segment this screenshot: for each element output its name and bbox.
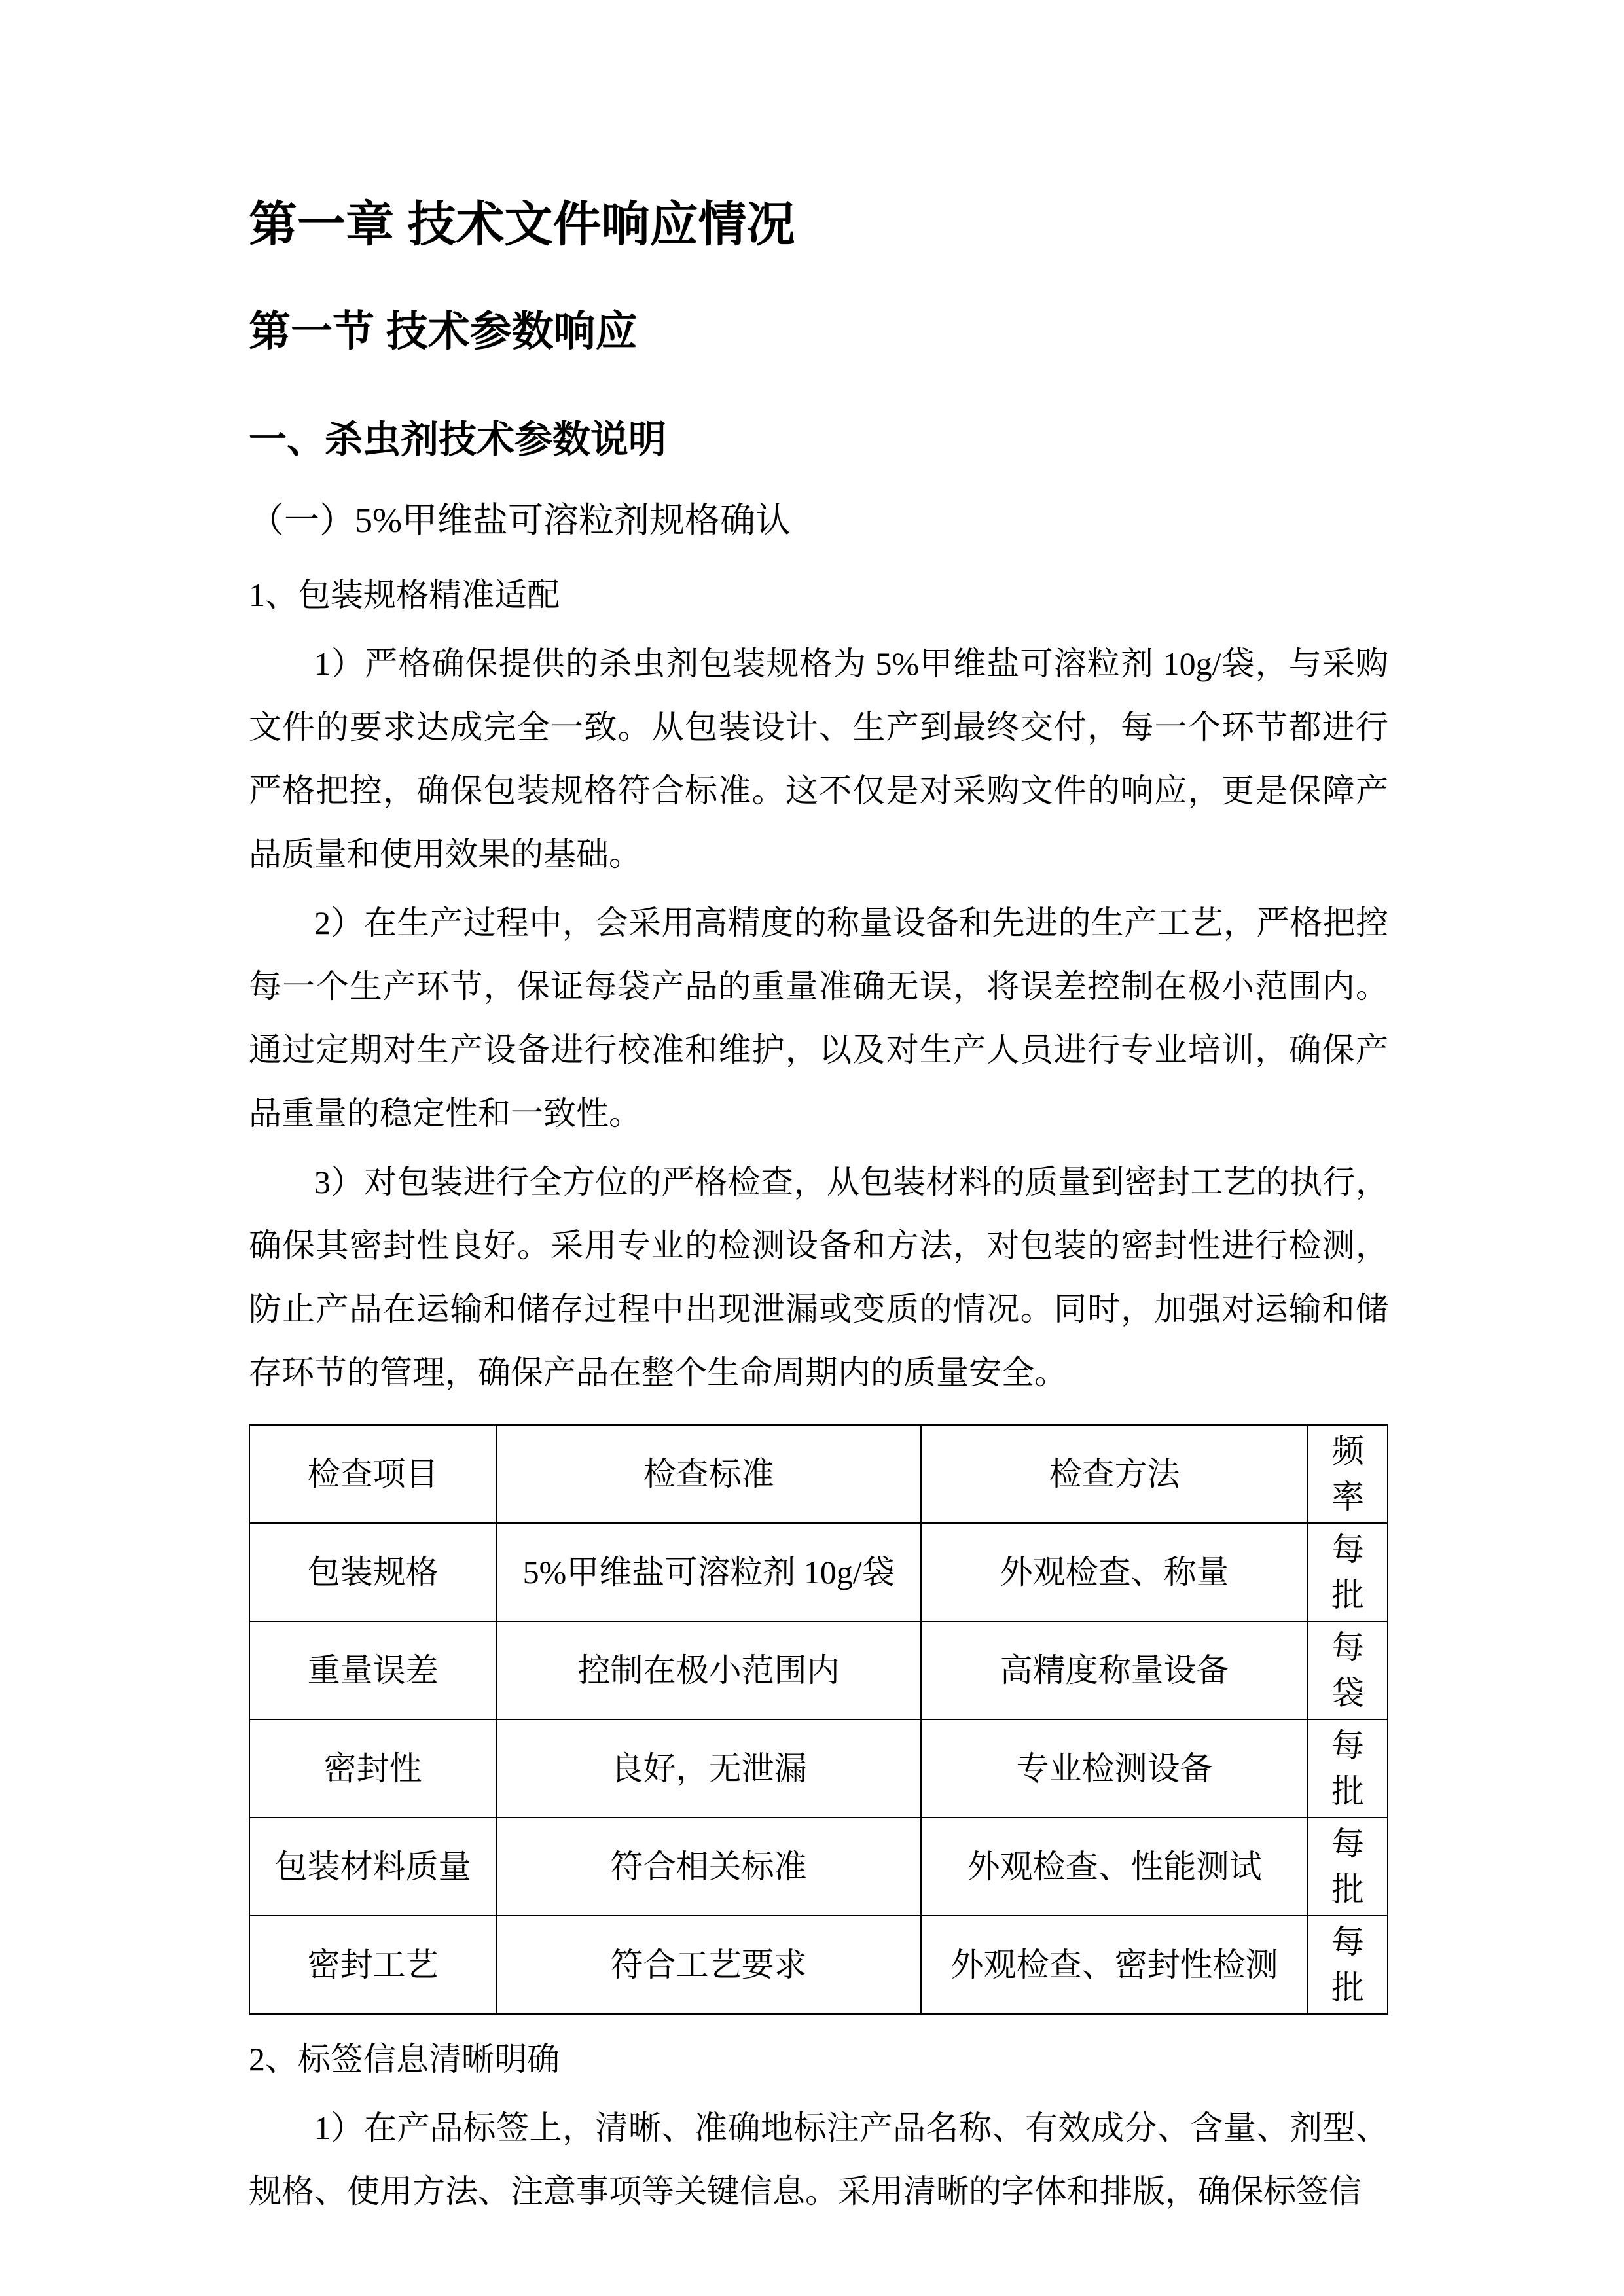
section-title: 第一节 技术参数响应 [249, 308, 638, 355]
list-item-2-title: 2、标签信息清晰明确 [249, 2040, 560, 2077]
subheading-spec-confirmation: （一）5%甲维盐可溶粒剂规格确认 [249, 501, 791, 541]
table-cell: 5%甲维盐可溶粒剂 10g/袋 [496, 1523, 921, 1621]
table-header-item: 检查项目 [249, 1425, 496, 1523]
table-header-standard: 检查标准 [496, 1425, 921, 1523]
table-cell: 符合工艺要求 [496, 1916, 921, 2014]
table-row [249, 1621, 1388, 1719]
table-row [249, 1916, 1388, 2014]
table-cell: 良好，无泄漏 [496, 1719, 921, 1818]
table-row [249, 1523, 1388, 1621]
table-cell: 外观检查、称量 [921, 1523, 1308, 1621]
table-header-method: 检查方法 [921, 1425, 1308, 1523]
table-cell: 每袋 [1308, 1621, 1388, 1719]
heading-pesticide-tech-params: 一、杀虫剂技术参数说明 [249, 418, 667, 461]
list-item-1-title: 1、包装规格精准适配 [249, 576, 560, 613]
inspection-spec-table [249, 1424, 1388, 2015]
table-cell: 每批 [1308, 1719, 1388, 1818]
table-cell: 符合相关标准 [496, 1818, 921, 1916]
table-cell: 高精度称量设备 [921, 1621, 1308, 1719]
paragraph-1: 1）严格确保提供的杀虫剂包装规格为 5%甲维盐可溶粒剂 10g/袋，与采购文件的要求达成完全一致。从包装设计、生产到最终交付，每一个环节都进行严格把控，确保包装规格符合标准。这不仅是对采购文件的响应，更是保障产品质量和使用效果的基础。 [249, 645, 1388, 872]
table-row [249, 1719, 1388, 1818]
table-cell: 专业检测设备 [921, 1719, 1308, 1818]
paragraph-4: 1）在产品标签上，清晰、准确地标注产品名称、有效成分、含量、剂型、规格、使用方法、注意事项等关键信息。采用清晰的字体和排版，确保标签信 [249, 2109, 1388, 2210]
table-cell: 每批 [1308, 1818, 1388, 1916]
table-row [249, 1818, 1388, 1916]
table-cell: 每批 [1308, 1523, 1388, 1621]
table-cell: 重量误差 [249, 1621, 496, 1719]
table-cell: 包装材料质量 [249, 1818, 496, 1916]
table-cell: 密封工艺 [249, 1916, 496, 2014]
table-cell: 控制在极小范围内 [496, 1621, 921, 1719]
table-cell: 每批 [1308, 1916, 1388, 2014]
table-cell: 密封性 [249, 1719, 496, 1818]
table-cell: 外观检查、密封性检测 [921, 1916, 1308, 2014]
table-cell: 包装规格 [249, 1523, 496, 1621]
paragraph-2: 2）在生产过程中，会采用高精度的称量设备和先进的生产工艺，严格把控每一个生产环节，保证每袋产品的重量准确无误，将误差控制在极小范围内。通过定期对生产设备进行校准和维护，以及对生产人员进行专业培训，确保产品重量的稳定性和一致性。 [249, 904, 1388, 1132]
chapter-title: 第一章 技术文件响应情况 [249, 197, 795, 251]
table-header-frequency: 频率 [1308, 1425, 1388, 1523]
table-header-row [249, 1425, 1388, 1523]
paragraph-3: 3）对包装进行全方位的严格检查，从包装材料的质量到密封工艺的执行，确保其密封性良好。采用专业的检测设备和方法，对包装的密封性进行检测，防止产品在运输和储存过程中出现泄漏或变质的情况。同时，加强对运输和储存环节的管理，确保产品在整个生命周期内的质量安全。 [249, 1163, 1388, 1391]
table-cell: 外观检查、性能测试 [921, 1818, 1308, 1916]
